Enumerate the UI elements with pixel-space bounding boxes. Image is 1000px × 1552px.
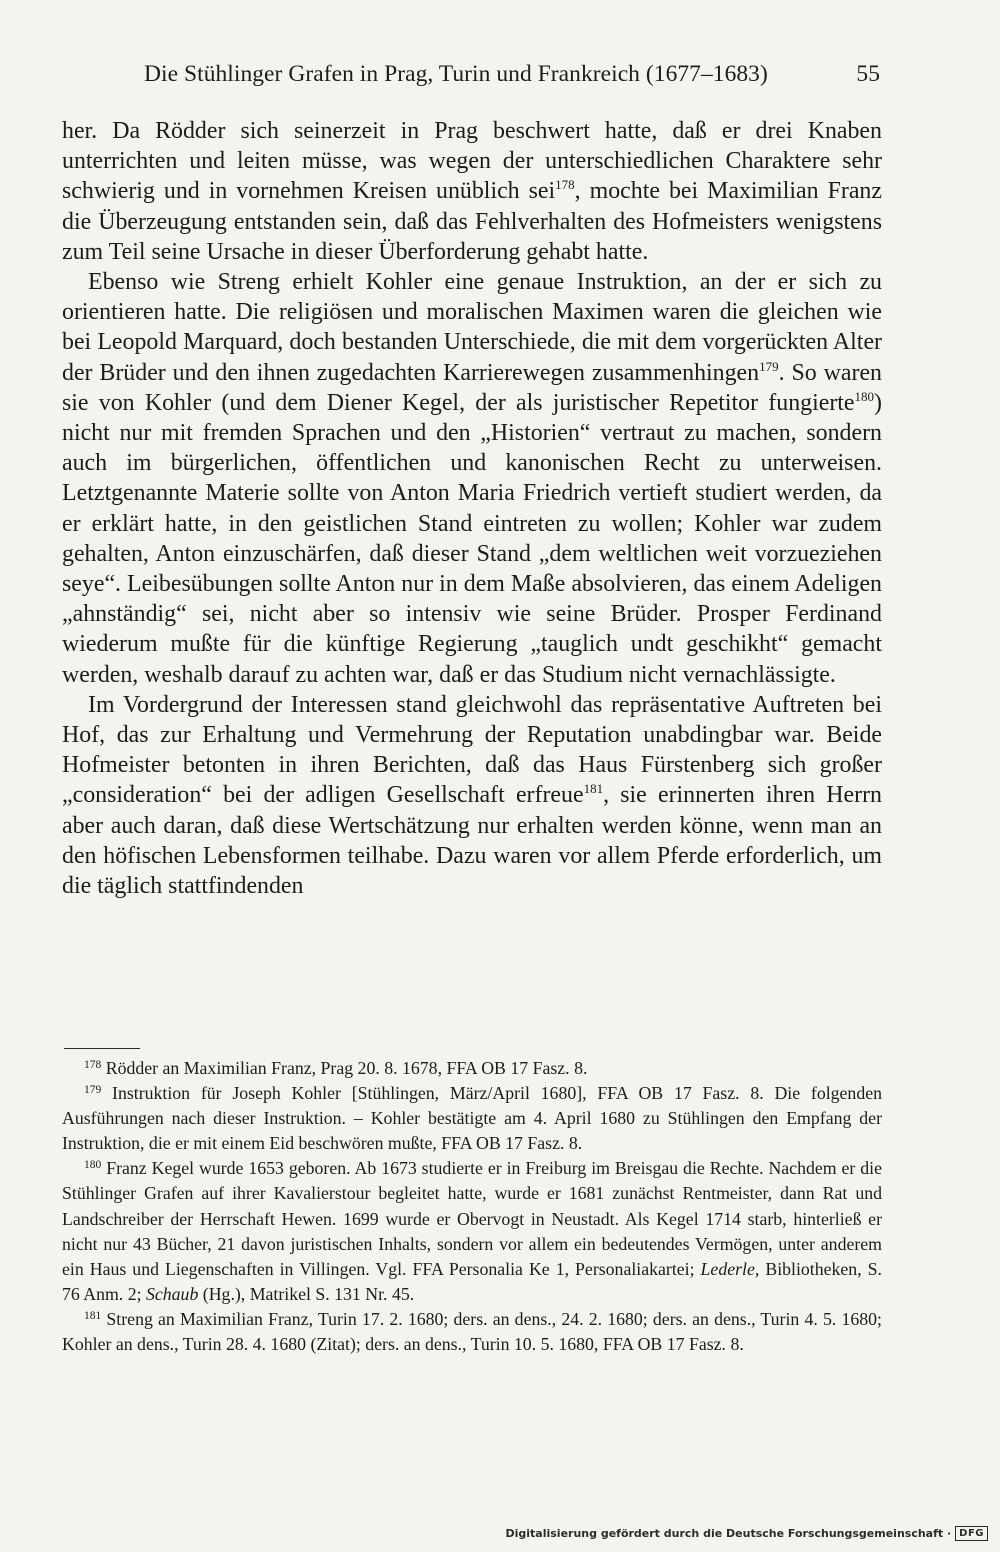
- footnote-number: 181: [84, 1309, 102, 1322]
- paragraph-2: [62, 267, 882, 690]
- dfg-logo-icon: DFG: [955, 1526, 988, 1541]
- paragraph-1-text-b: , mochte bei Maximilian Franz die Überzeugung entstanden sein, daß das Fehlverhalten des Hofmeisters wenigstens zum Teil seine Ursache in dieser Überforderung gehabt hatte.: [62, 178, 882, 265]
- footnote-181: [62, 1307, 882, 1357]
- footnote-number: 180: [84, 1159, 102, 1172]
- footnote-179: [62, 1081, 882, 1156]
- footnote-ref-181[interactable]: 181: [583, 781, 604, 797]
- running-title: Die Stühlinger Grafen in Prag, Turin und Frankreich (1677–1683): [144, 61, 768, 87]
- footnote-text: Rödder an Maximilian Franz, Prag 20. 8. 1678, FFA OB 17 Fasz. 8.: [105, 1058, 588, 1078]
- footnote-number: 179: [84, 1084, 102, 1097]
- footnote-text-c: (Hg.), Matrikel S. 131 Nr. 45.: [198, 1283, 415, 1304]
- paragraph-1-text-a: her. Da Rödder sich seinerzeit in Prag beschwert hatte, daß er drei Knaben unterrichten und leiten müsse, was wegen der unterschiedlichen Charaktere sehr schwierig und in vornehmen Kreisen unüblich sei: [62, 118, 882, 205]
- footnote-text: Streng an Maximilian Franz, Turin 17. 2. 1680; ders. an dens., 24. 2. 1680; ders. an dens., Turin 4. 5. 1680; Kohler an dens., Turin 28. 4. 1680 (Zitat); ders. an dens., Turin 10. 5. 1680, FFA OB 17 Fasz. 8.: [62, 1308, 882, 1355]
- footnotes: [62, 1056, 882, 1357]
- footnote-number: 178: [84, 1059, 102, 1071]
- footnote-author-lederle: Lederle,: [700, 1258, 760, 1279]
- footnote-ref-180[interactable]: 180: [854, 388, 875, 404]
- footnote-text: Instruktion für Joseph Kohler [Stühlingen, März/April 1680], FFA OB 17 Fasz. 8. Die folgenden Ausführungen nach dieser Instruktion. – Kohler bestätigte am 4. April 1680 zu Stühlingen den Empfang der Instruktion, die er mit einem Eid beschwören mußte, FFA OB 17 Fasz. 8.: [62, 1083, 882, 1154]
- footnote-180: [62, 1156, 882, 1307]
- paragraph-3: [62, 690, 882, 901]
- footnote-separator: [64, 1048, 140, 1049]
- footnote-text-b: Bibliotheken, S. 76 Anm. 2;: [62, 1258, 882, 1304]
- footnote-text-a: Franz Kegel wurde 1653 geboren. Ab 1673 studierte er in Freiburg im Breisgau die Rechte. Nachdem er die Stühlinger Grafen auf ihrer Kavalierstour begleitet hatte, wurde er 1681 zunächst Rentmeister, dann Rat und Landschreiber der Herrschaft Hewen. 1699 wurde er Obervogt in Neustadt. Als Kegel 1714 starb, hinterließ er nicht nur 43 Bücher, 21 davon juristischen Inhalts, sondern vor allem ein bedeutendes Vermögen, unter anderem ein Haus und Liegenschaften in Villingen. Vgl. FFA Personalia Ke 1, Personaliakartei;: [62, 1158, 882, 1279]
- running-header: [62, 56, 882, 92]
- credit-text: Digitalisierung gefördert durch die Deutsche Forschungsgemeinschaft ·: [505, 1526, 952, 1540]
- paragraph-2-text-c: ) nicht nur mit fremden Sprachen und den „Historien“ vertraut zu machen, sondern auch im bürgerlichen, öffentlichen und kanonischen Recht zu unterweisen. Letztgenannte Materie sollte von Anton Maria Friedrich vertieft studiert werden, da er erklärt hatte, in den geistlichen Stand eintreten zu wollen; Kohler war zudem gehalten, Anton einzuschärfen, daß dieser Stand „dem weltlichen weit vorzueziehen seye“. Leibesübungen sollte Anton nur in dem Maße absolvieren, das einem Adeligen „ahnständig“ sei, nicht aber so intensiv wie seine Brüder. Prosper Ferdinand wiederum mußte für die künftige Regierung „tauglich undt geschikht“ gemacht werden, weshalb darauf zu achten war, daß er das Studium nicht vernachlässigte.: [62, 389, 882, 688]
- footnote-author-schaub: Schaub: [145, 1283, 199, 1304]
- page-number: 55: [856, 61, 880, 87]
- main-text: [62, 116, 882, 901]
- paragraph-2-text-b: . So waren sie von Kohler (und dem Diener Kegel, der als juristischer Repetitor fungierte: [62, 359, 882, 416]
- paragraph-1: [62, 116, 882, 267]
- paragraph-3-text-b: , sie erinnerten ihren Herrn aber auch daran, daß diese Wertschätzung nur erhalten werden könne, wenn man an den höfischen Lebensformen teilhabe. Dazu waren vor allem Pferde erforderlich, um die täglich stattfindenden: [62, 782, 882, 900]
- digitization-credit: [505, 1523, 988, 1543]
- footnote-178: [62, 1056, 882, 1081]
- footnote-ref-178[interactable]: 178: [555, 177, 575, 193]
- footnote-ref-179[interactable]: 179: [759, 358, 779, 374]
- paragraph-3-text-a: Im Vordergrund der Interessen stand gleichwohl das repräsentative Auftreten bei Hof, das zur Erhaltung und Vermehrung der Reputation unabdingbar war. Beide Hofmeister betonten in ihren Berichten, daß das Haus Fürstenberg sich großer „consideration“ bei der adligen Gesellschaft erfreue: [62, 691, 882, 809]
- paragraph-2-text-a: Ebenso wie Streng erhielt Kohler eine genaue Instruktion, an der er sich zu orientieren hatte. Die religiösen und moralischen Maximen waren die gleichen wie bei Leopold Marquard, doch bestanden Unterschiede, die mit dem vorgerückten Alter der Brüder und den ihnen zugedachten Karrierewegen zusammenhingen: [62, 269, 882, 386]
